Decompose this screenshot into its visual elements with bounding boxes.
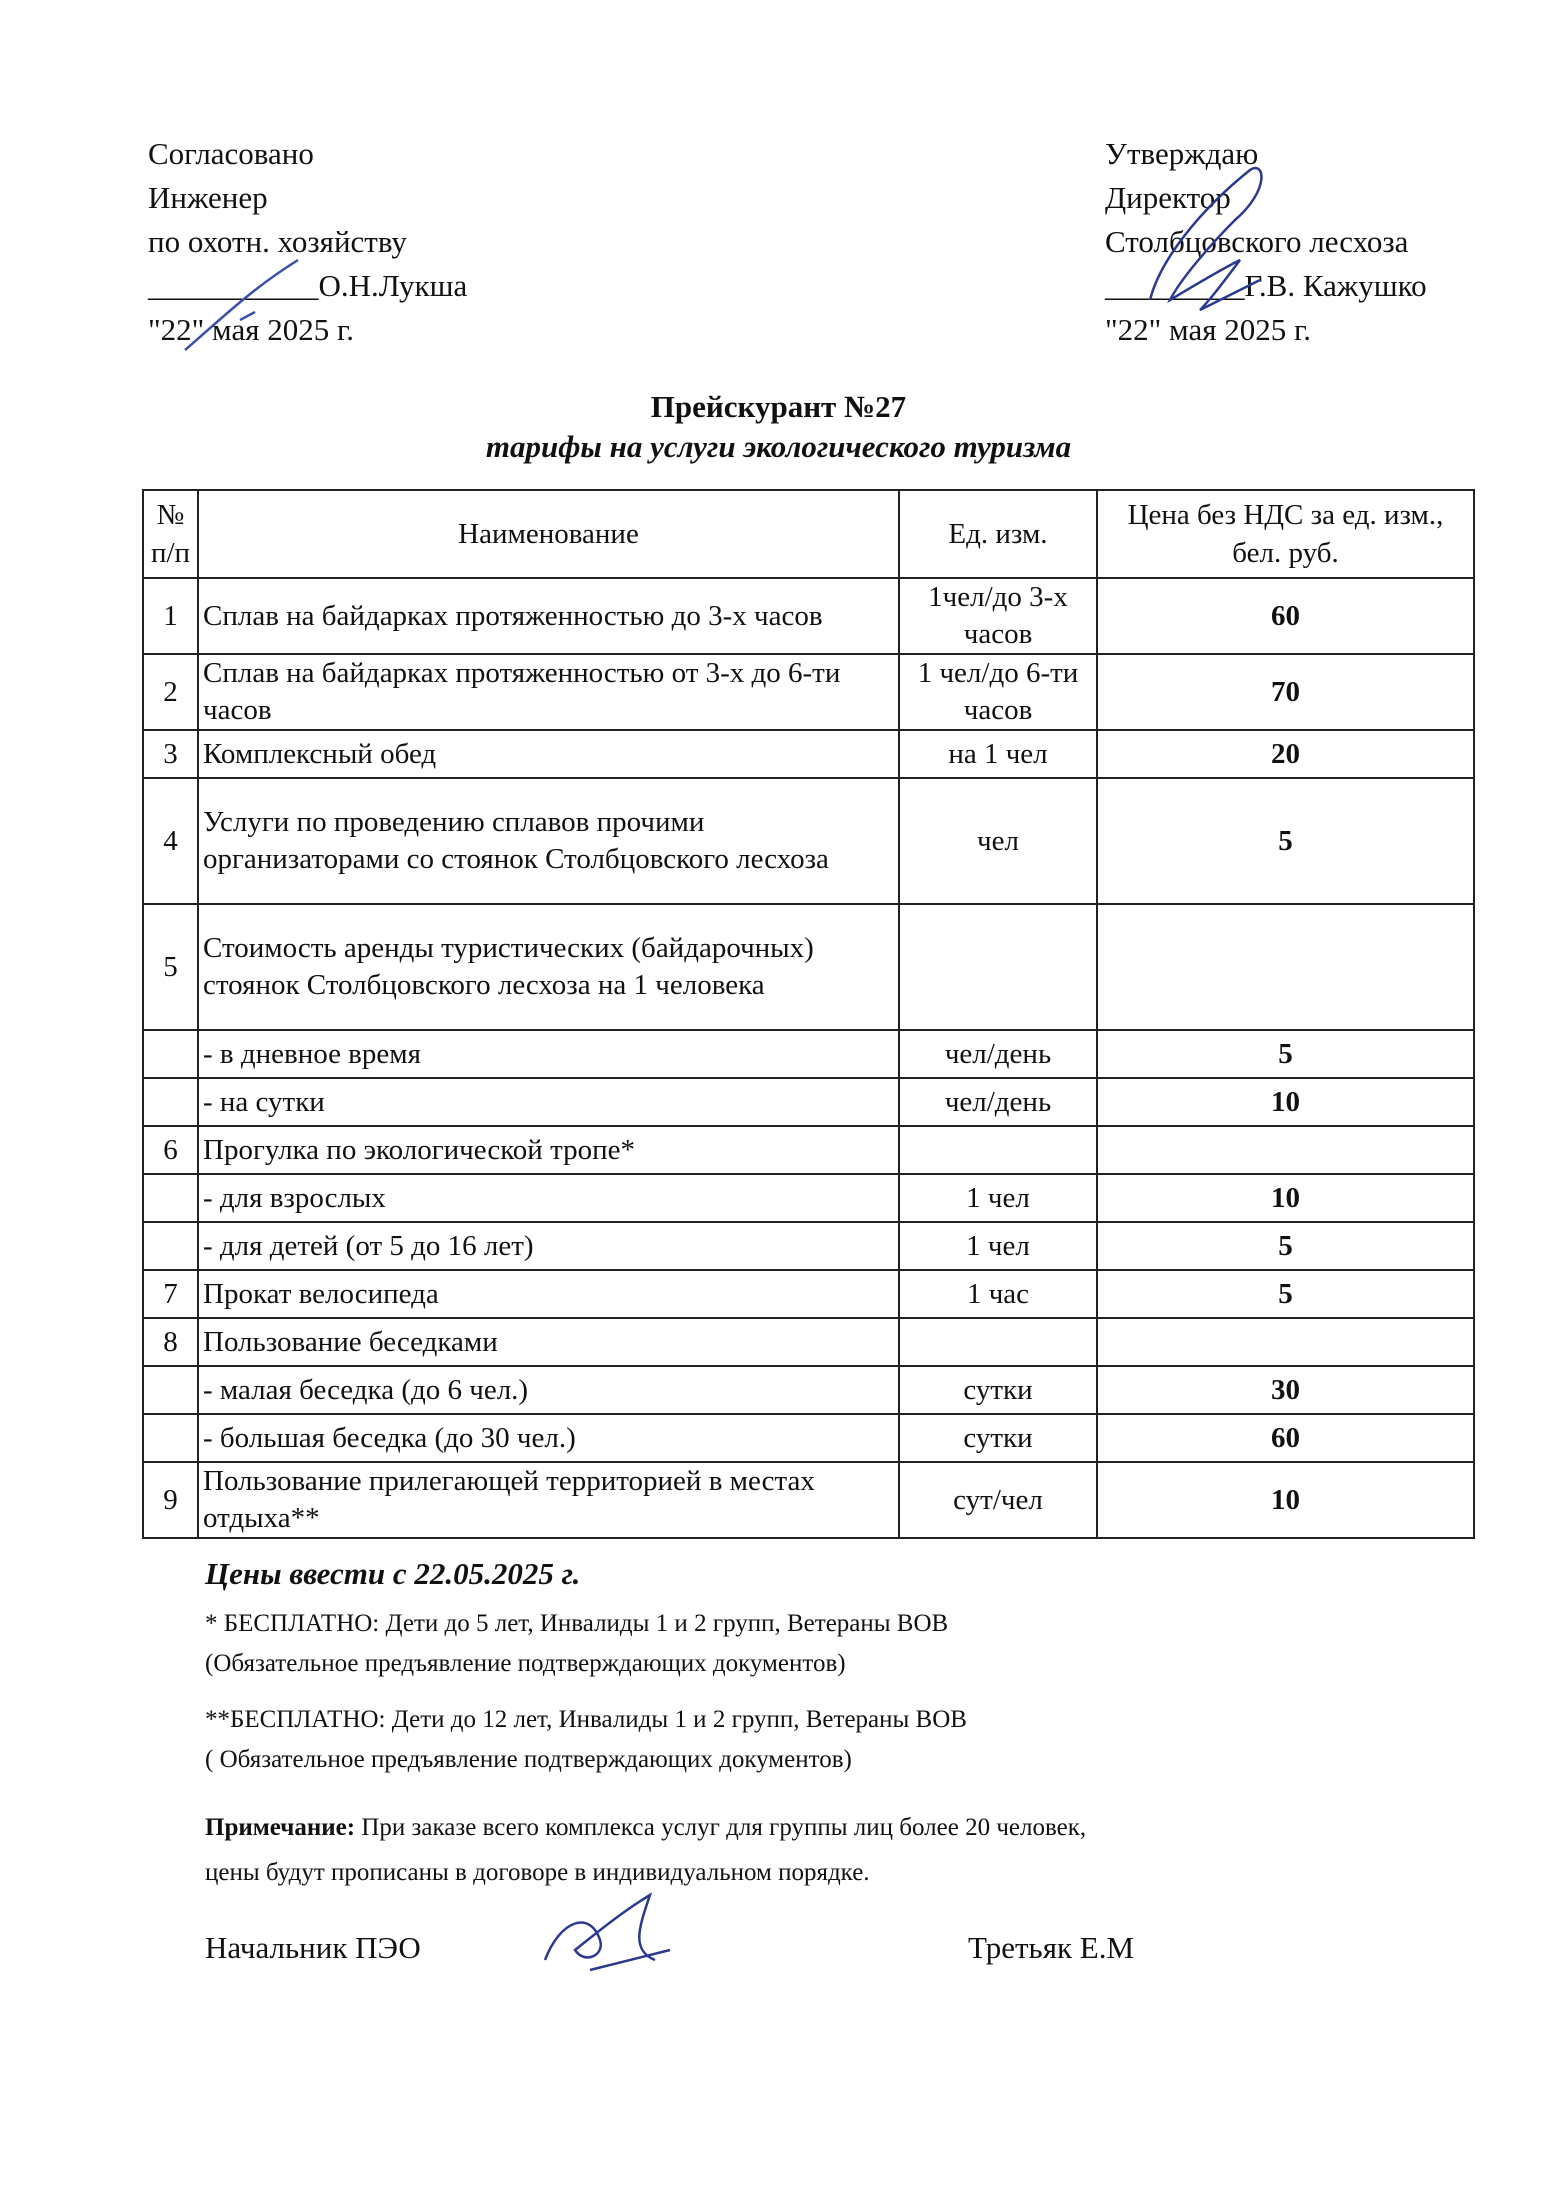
footer-name: Третьяк Е.М: [968, 1930, 1135, 1965]
table-row: [143, 654, 1474, 730]
row-unit: [899, 1126, 1097, 1174]
row-name: - большая беседка (до 30 чел.): [198, 1414, 899, 1462]
free-note-1: * БЕСПЛАТНО: Дети до 5 лет, Инвалиды 1 и 2 групп, Ветераны ВОВ: [205, 1610, 949, 1637]
table-row: [143, 1462, 1474, 1538]
row-price: 30: [1097, 1366, 1474, 1414]
row-number: 8: [143, 1318, 198, 1366]
row-unit: чел/день: [899, 1078, 1097, 1126]
row-number: 2: [143, 654, 198, 730]
header-name: Наименование: [198, 490, 899, 578]
remark: [205, 1808, 1086, 1848]
row-unit: чел: [899, 778, 1097, 904]
document-title: Прейскурант №27: [650, 389, 907, 424]
row-unit: сутки: [899, 1414, 1097, 1462]
row-number: [143, 1078, 198, 1126]
remark-label: Примечание:: [205, 1814, 356, 1841]
free-note-2: **БЕСПЛАТНО: Дети до 12 лет, Инвалиды 1 и 2 групп, Ветераны ВОВ: [205, 1706, 967, 1733]
approver-signature-line: ___________О.Н.Лукша: [148, 268, 468, 303]
row-name: - на сутки: [198, 1078, 899, 1126]
free-note-1-docs: (Обязательное предъявление подтверждающих документов): [205, 1650, 846, 1677]
row-price: [1097, 1318, 1474, 1366]
row-name: Прогулка по экологической тропе*: [198, 1126, 899, 1174]
row-unit: [899, 904, 1097, 1030]
table-row: [143, 1078, 1474, 1126]
row-number: 6: [143, 1126, 198, 1174]
row-unit: 1 чел: [899, 1222, 1097, 1270]
row-number: 7: [143, 1270, 198, 1318]
director-organization: Столбцовского лесхоза: [1105, 224, 1409, 259]
row-number: [143, 1222, 198, 1270]
row-unit: сут/чел: [899, 1462, 1097, 1538]
row-name: - для взрослых: [198, 1174, 899, 1222]
approved-label: Согласовано: [148, 136, 314, 171]
table-row: [143, 578, 1474, 654]
row-number: 9: [143, 1462, 198, 1538]
row-name: Сплав на байдарках протяженностью до 3-х часов: [198, 578, 899, 654]
row-name: Услуги по проведению сплавов прочими организаторами со стоянок Столбцовского лесхоза: [198, 778, 899, 904]
price-table: [142, 489, 1475, 1539]
row-name: Сплав на байдарках протяженностью от 3-х до 6-ти часов: [198, 654, 899, 730]
row-number: 4: [143, 778, 198, 904]
row-price: 10: [1097, 1078, 1474, 1126]
row-unit: на 1 чел: [899, 730, 1097, 778]
director-date: "22" мая 2025 г.: [1105, 312, 1311, 347]
table-row: [143, 778, 1474, 904]
row-price: 5: [1097, 1030, 1474, 1078]
table-row: [143, 1270, 1474, 1318]
signature-footer-icon: [530, 1880, 680, 1980]
row-price: [1097, 1126, 1474, 1174]
effective-date-note: Цены ввести с 22.05.2025 г.: [205, 1556, 581, 1591]
row-unit: 1чел/до 3-х часов: [899, 578, 1097, 654]
table-row: [143, 1126, 1474, 1174]
approval-block-right: [1105, 132, 1427, 352]
row-name: Стоимость аренды туристических (байдарочных) стоянок Столбцовского лесхоза на 1 человека: [198, 904, 899, 1030]
table-row: [143, 1030, 1474, 1078]
row-unit: чел/день: [899, 1030, 1097, 1078]
row-name: Комплексный обед: [198, 730, 899, 778]
row-number: [143, 1366, 198, 1414]
confirm-label: Утверждаю: [1105, 136, 1259, 171]
row-number: [143, 1174, 198, 1222]
row-name: Пользование прилегающей территорией в местах отдыха**: [198, 1462, 899, 1538]
row-number: 3: [143, 730, 198, 778]
row-price: 60: [1097, 1414, 1474, 1462]
row-price: 60: [1097, 578, 1474, 654]
row-unit: 1 чел/до 6-ти часов: [899, 654, 1097, 730]
row-price: 5: [1097, 1270, 1474, 1318]
row-price: 20: [1097, 730, 1474, 778]
row-unit: сутки: [899, 1366, 1097, 1414]
row-price: 5: [1097, 1222, 1474, 1270]
row-unit: 1 час: [899, 1270, 1097, 1318]
row-price: 5: [1097, 778, 1474, 904]
table-row: [143, 1366, 1474, 1414]
approval-block-left: [148, 132, 467, 352]
table-row: [143, 904, 1474, 1030]
table-row: [143, 730, 1474, 778]
header-number: № п/п: [143, 490, 198, 578]
row-number: [143, 1414, 198, 1462]
row-number: 1: [143, 578, 198, 654]
approver-department: по охотн. хозяйству: [148, 224, 407, 259]
table-row: [143, 1174, 1474, 1222]
table-row: [143, 1222, 1474, 1270]
remark-continued: цены будут прописаны в договоре в индивидуальном порядке.: [205, 1859, 870, 1886]
row-price: 70: [1097, 654, 1474, 730]
row-price: 10: [1097, 1174, 1474, 1222]
table-row: [143, 1318, 1474, 1366]
table-row: [143, 1414, 1474, 1462]
row-price: 10: [1097, 1462, 1474, 1538]
director-signature-line: _________Г.В. Кажушко: [1105, 268, 1427, 303]
row-name: - в дневное время: [198, 1030, 899, 1078]
document-subtitle: тарифы на услуги экологического туризма: [485, 429, 1072, 464]
row-unit: [899, 1318, 1097, 1366]
footer-position: Начальник ПЭО: [205, 1930, 421, 1965]
row-price: [1097, 904, 1474, 1030]
approver-position: Инженер: [148, 180, 268, 215]
header-price: Цена без НДС за ед. изм., бел. руб.: [1097, 490, 1474, 578]
row-name: - малая беседка (до 6 чел.): [198, 1366, 899, 1414]
approver-date: "22" мая 2025 г.: [148, 312, 354, 347]
row-number: [143, 1030, 198, 1078]
free-note-2-docs: ( Обязательное предъявление подтверждающих документов): [205, 1746, 852, 1773]
row-name: - для детей (от 5 до 16 лет): [198, 1222, 899, 1270]
table-header-row: [143, 490, 1474, 578]
row-number: 5: [143, 904, 198, 1030]
director-position: Директор: [1105, 180, 1231, 215]
row-name: Пользование беседками: [198, 1318, 899, 1366]
row-unit: 1 чел: [899, 1174, 1097, 1222]
row-name: Прокат велосипеда: [198, 1270, 899, 1318]
header-unit: Ед. изм.: [899, 490, 1097, 578]
remark-text: При заказе всего комплекса услуг для группы лиц более 20 человек,: [355, 1814, 1087, 1841]
